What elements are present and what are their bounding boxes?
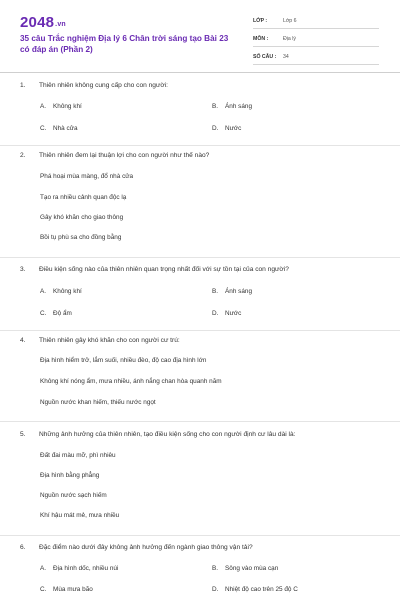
- question-number: 2.: [20, 152, 26, 159]
- option-a[interactable]: [40, 103, 82, 110]
- answer-item[interactable]: Khí hậu mát mẻ, mưa nhiều: [40, 512, 120, 519]
- answer-item[interactable]: Đất đai màu mỡ, phì nhiêu: [40, 452, 116, 459]
- question-text: Thiên nhiên đem lại thuận lợi cho con người như thế nào?: [39, 152, 210, 159]
- question-3: [20, 266, 289, 273]
- answer-item[interactable]: Bồi tụ phù sa cho đồng bằng: [40, 234, 122, 241]
- option-c[interactable]: [40, 310, 72, 317]
- option-letter: A.: [40, 103, 47, 110]
- meta-value: Địa lý: [283, 36, 296, 42]
- question-text: Đặc điểm nào dưới đây không ảnh hưởng đến ngành giao thông vận tải?: [39, 544, 253, 551]
- question-1: [20, 82, 168, 89]
- option-letter: B.: [212, 565, 219, 572]
- answer-item[interactable]: Nguồn nước sạch hiếm: [40, 492, 107, 499]
- question-4: [20, 337, 180, 344]
- question-2: [20, 152, 209, 159]
- site-logo[interactable]: [20, 14, 66, 31]
- option-text: Sông vào mùa cạn: [225, 565, 279, 572]
- question-text: Điều kiện sống nào của thiên nhiên quan trọng nhất đối với sự tồn tại của con người?: [39, 266, 289, 273]
- question-number: 6.: [20, 544, 26, 551]
- question-text: Thiên nhiên không cung cấp cho con người:: [39, 82, 168, 89]
- meta-box: [253, 14, 379, 68]
- question-divider: [0, 257, 400, 258]
- option-text: Không khí: [53, 288, 82, 295]
- question-6: [20, 544, 253, 551]
- question-number: 5.: [20, 431, 26, 438]
- option-text: Không khí: [53, 103, 82, 110]
- question-5: [20, 431, 296, 438]
- option-text: Mùa mưa bão: [53, 586, 93, 593]
- header-divider: [0, 72, 400, 73]
- option-text: Nhiệt độ cao trên 25 độ C: [225, 586, 298, 593]
- option-letter: D.: [212, 586, 219, 593]
- question-divider: [0, 330, 400, 331]
- option-a[interactable]: [40, 288, 82, 295]
- question-divider: [0, 421, 400, 422]
- meta-key: SỐ CÂU :: [253, 54, 277, 60]
- meta-row-count: [253, 50, 379, 65]
- option-d[interactable]: [212, 310, 241, 317]
- option-text: Ánh sáng: [225, 288, 253, 295]
- meta-row-class: [253, 14, 379, 29]
- option-b[interactable]: [212, 288, 252, 295]
- answer-item[interactable]: Địa hình hiểm trở, lắm suối, nhiều đèo, độ cao địa hình lớn: [40, 357, 207, 364]
- option-letter: C.: [40, 586, 47, 593]
- option-letter: C.: [40, 310, 47, 317]
- answer-item[interactable]: Tạo ra nhiều cảnh quan độc lạ: [40, 194, 127, 201]
- question-number: 1.: [20, 82, 26, 89]
- option-letter: D.: [212, 310, 219, 317]
- question-divider: [0, 145, 400, 146]
- option-letter: A.: [40, 288, 47, 295]
- question-number: 3.: [20, 266, 26, 273]
- answer-item[interactable]: Gây khó khăn cho giao thông: [40, 214, 124, 221]
- meta-key: MÔN :: [253, 36, 269, 42]
- option-d[interactable]: [212, 125, 241, 132]
- logo-suffix: .vn: [55, 21, 66, 28]
- meta-key: LỚP :: [253, 18, 268, 24]
- question-number: 4.: [20, 337, 26, 344]
- option-letter: D.: [212, 125, 219, 132]
- answer-item[interactable]: Phá hoại mùa màng, đổ nhà cửa: [40, 173, 134, 180]
- option-text: Độ ẩm: [53, 310, 72, 317]
- page-title: 35 câu Trắc nghiệm Địa lý 6 Chân trời sáng tạo Bài 23 có đáp án (Phần 2): [20, 34, 229, 54]
- option-letter: B.: [212, 288, 219, 295]
- option-b[interactable]: [212, 103, 252, 110]
- option-b[interactable]: [212, 565, 278, 572]
- meta-row-subject: [253, 32, 379, 47]
- answer-item[interactable]: Địa hình bằng phẳng: [40, 472, 100, 479]
- header: [0, 0, 400, 70]
- option-text: Nhà cửa: [53, 125, 78, 132]
- option-letter: B.: [212, 103, 219, 110]
- option-d[interactable]: [212, 586, 298, 593]
- option-text: Ánh sáng: [225, 103, 253, 110]
- option-text: Nước: [225, 310, 242, 317]
- meta-value: 34: [283, 54, 289, 60]
- question-text: Thiên nhiên gây khó khăn cho con người cư trú:: [39, 337, 180, 344]
- option-text: Nước: [225, 125, 242, 132]
- question-divider: [0, 535, 400, 536]
- question-text: Những ảnh hưởng của thiên nhiên, tạo điều kiện sống cho con người định cư lâu dài là:: [39, 431, 296, 438]
- answer-item[interactable]: Nguồn nước khan hiếm, thiếu nước ngọt: [40, 399, 156, 406]
- option-text: Địa hình dốc, nhiều núi: [53, 565, 119, 572]
- option-c[interactable]: [40, 125, 78, 132]
- option-letter: A.: [40, 565, 47, 572]
- option-a[interactable]: [40, 565, 118, 572]
- option-letter: C.: [40, 125, 47, 132]
- meta-value: Lớp 6: [283, 18, 297, 24]
- logo-text: 2048: [20, 14, 55, 31]
- option-c[interactable]: [40, 586, 93, 593]
- answer-item[interactable]: Không khí nóng ẩm, mưa nhiều, ánh nắng chan hòa quanh năm: [40, 378, 222, 385]
